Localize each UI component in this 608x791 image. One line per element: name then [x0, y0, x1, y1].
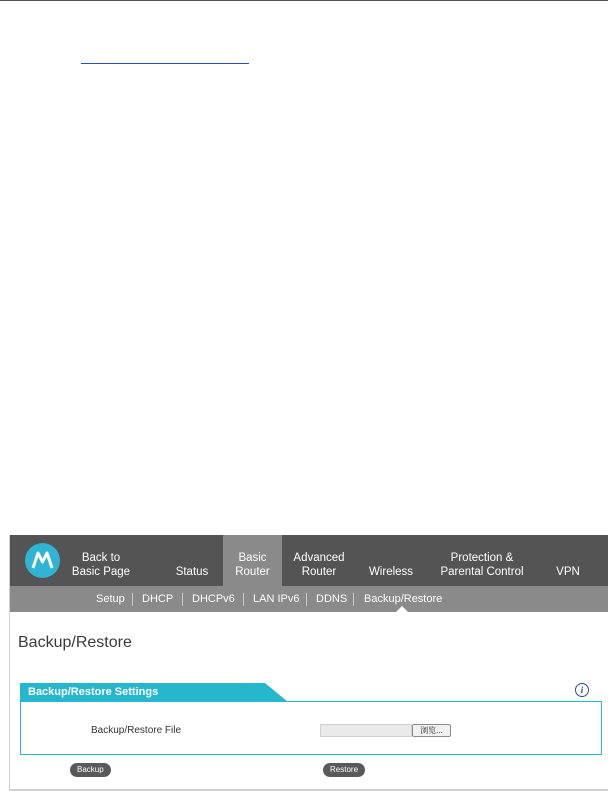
nav-protection-parental-control[interactable] [424, 535, 540, 586]
main-nav [10, 535, 608, 586]
top-link[interactable] [81, 50, 249, 64]
backup-button[interactable]: Backup [70, 763, 111, 777]
nav-label: Advanced [293, 552, 345, 564]
subnav-backup-restore[interactable]: Backup/Restore [364, 593, 443, 605]
restore-button[interactable]: Restore [323, 763, 365, 777]
nav-label: VPN [556, 566, 580, 578]
subnav-separator [182, 593, 183, 606]
browse-button[interactable]: 浏览... [412, 724, 451, 737]
subnav-dhcp[interactable]: DHCP [142, 593, 174, 605]
section-header [20, 683, 602, 702]
sub-nav [10, 586, 608, 612]
nav-label: Parental Control [440, 566, 524, 578]
section-body [20, 701, 602, 755]
active-subnav-caret [396, 606, 408, 612]
motorola-logo-icon[interactable] [25, 543, 60, 578]
subnav-setup[interactable]: Setup [96, 593, 125, 605]
nav-advanced-router[interactable] [286, 535, 352, 586]
nav-label: Back to [81, 552, 121, 564]
page-title: Backup/Restore [18, 634, 132, 651]
nav-vpn[interactable] [550, 535, 586, 586]
info-icon[interactable]: i [575, 683, 589, 697]
subnav-lan-ipv6[interactable]: LAN IPv6 [253, 593, 300, 605]
nav-label: Basic [238, 552, 267, 564]
section-title: Backup/Restore Settings [28, 686, 159, 698]
nav-label: Status [175, 566, 209, 578]
nav-label: Router [235, 566, 270, 578]
subnav-ddns[interactable]: DDNS [316, 593, 348, 605]
page-top-rule [0, 0, 608, 1]
subnav-separator [353, 593, 354, 606]
nav-back-to-basic[interactable] [62, 535, 140, 586]
subnav-dhcpv6[interactable]: DHCPv6 [192, 593, 235, 605]
nav-status[interactable] [167, 535, 217, 586]
subnav-separator [306, 593, 307, 606]
subnav-separator [243, 593, 244, 606]
backup-restore-file-label: Backup/Restore File [91, 725, 182, 736]
router-ui-screenshot [9, 535, 608, 791]
nav-label: Basic Page [71, 566, 131, 578]
file-path-input[interactable] [320, 724, 412, 737]
subnav-separator [132, 593, 133, 606]
nav-label: Protection & [450, 552, 514, 564]
nav-wireless[interactable] [363, 535, 419, 586]
nav-basic-router[interactable] [223, 535, 282, 586]
nav-label: Wireless [368, 566, 414, 578]
nav-label: Router [301, 566, 337, 578]
